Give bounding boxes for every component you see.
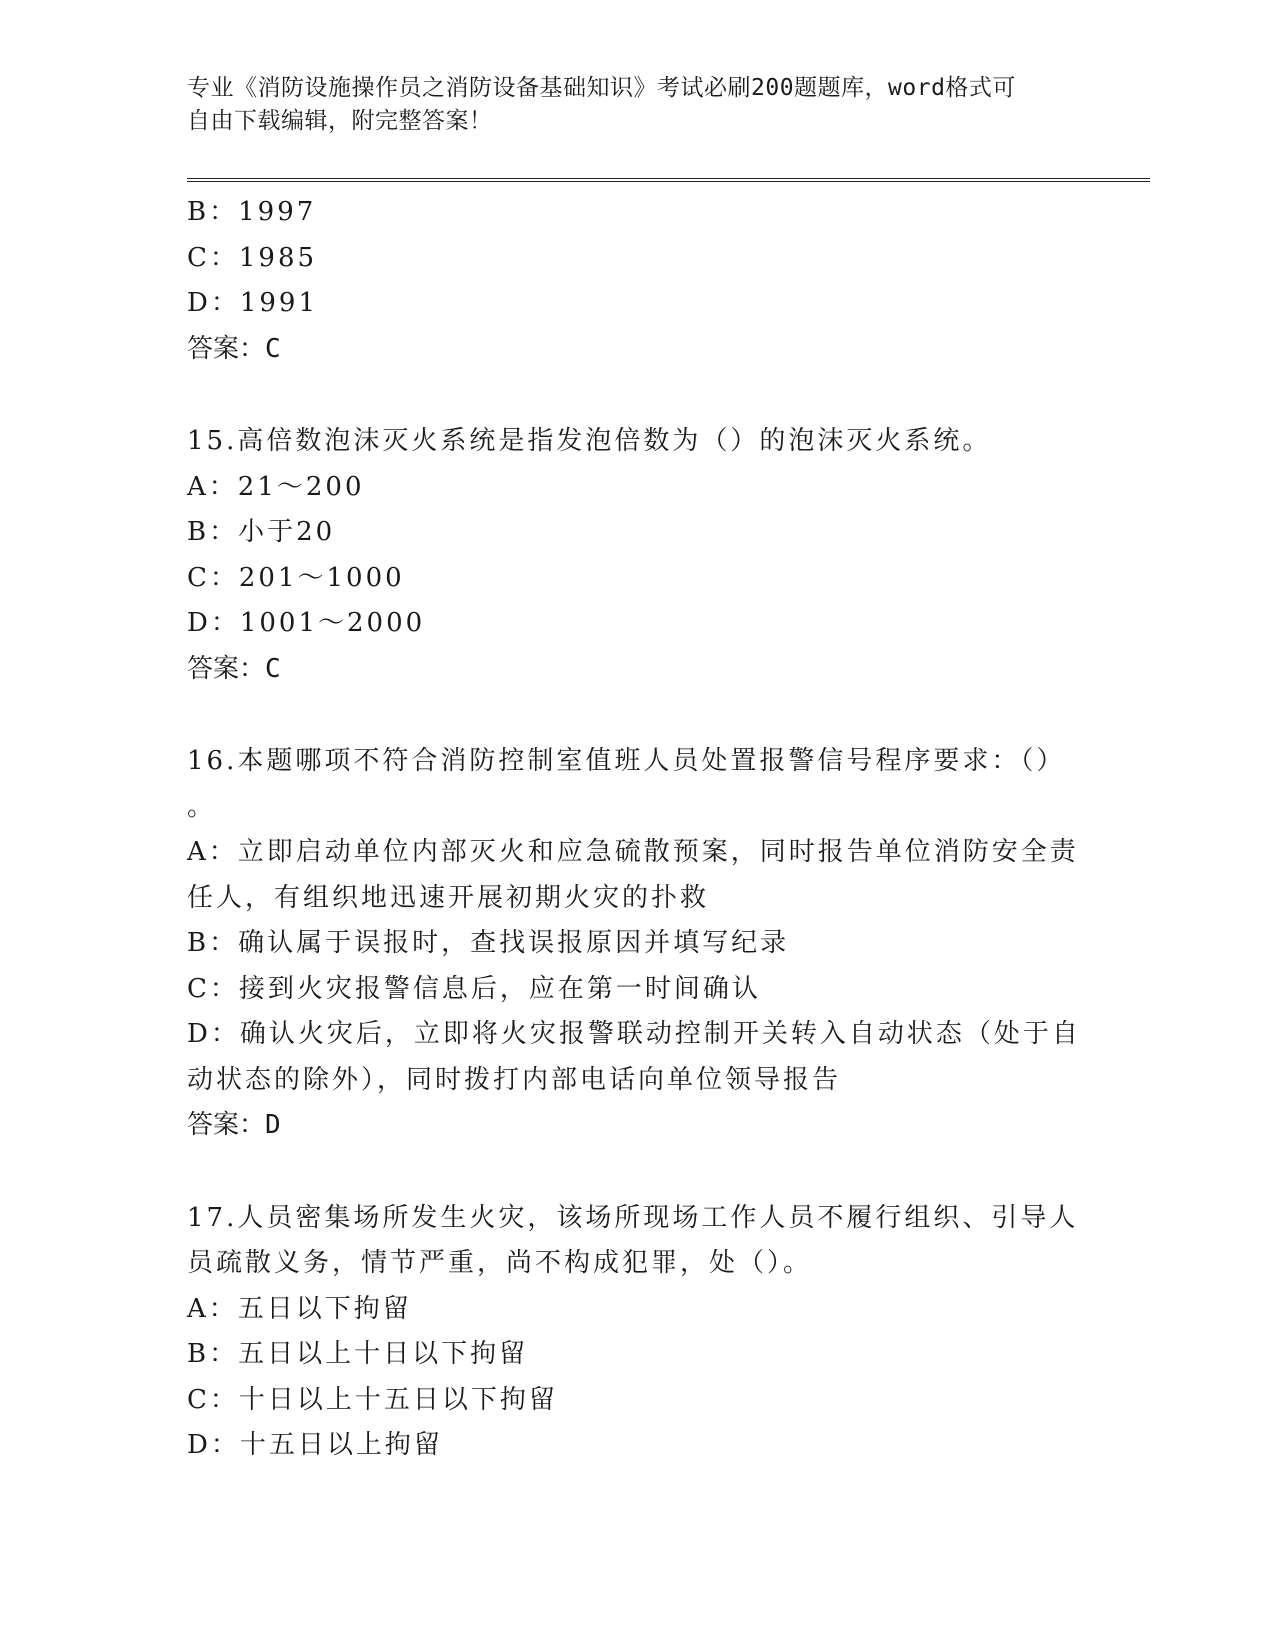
option-a-continued: 任人，有组织地迅速开展初期火灾的扑救 — [187, 882, 710, 913]
header-line-1: 专业《消防设施操作员之消防设备基础知识》考试必刷200题题库，word格式可 — [187, 75, 1016, 101]
option-b: B：确认属于误报时，查找误报原因并填写纪录 — [187, 928, 790, 958]
option-a: A：21～200 — [187, 471, 365, 502]
header-divider — [187, 178, 1150, 182]
question-text-continued: 员疏散义务，情节严重，尚不构成犯罪，处（）。 — [187, 1248, 813, 1278]
question-16 — [187, 739, 1087, 1149]
option-d-continued: 动状态的除外），同时拨打内部电话向单位领导报告 — [187, 1064, 842, 1095]
option-c: C：接到火灾报警信息后，应在第一时间确认 — [187, 973, 761, 1004]
option-d: D：十五日以上拘留 — [187, 1430, 443, 1460]
question-text: 16.本题哪项不符合消防控制室值班人员处置报警信号程序要求：（） — [187, 746, 1066, 776]
option-d: D：确认火灾后，立即将火灾报警联动控制开关转入自动状态（处于自 — [187, 1019, 1081, 1049]
answer: 答案：D — [187, 1110, 281, 1140]
option-c: C：十日以上十五日以下拘留 — [187, 1384, 558, 1415]
question-text-continued: 。 — [187, 791, 217, 822]
answer: 答案：C — [187, 653, 281, 684]
option-a: A：立即启动单位内部灭火和应急硫散预案，同时报告单位消防安全责 — [187, 837, 1079, 867]
option-a: A：五日以下拘留 — [187, 1293, 412, 1324]
option-d: D：1991 — [187, 288, 319, 318]
option-d: D：1001～2000 — [187, 608, 426, 638]
option-b: B：1997 — [187, 197, 317, 227]
question-17 — [187, 1196, 1087, 1469]
page-header — [187, 72, 1067, 138]
question-text: 15.高倍数泡沫灭火系统是指发泡倍数为（）的泡沫灭火系统。 — [187, 426, 992, 456]
answer: 答案：C — [187, 333, 281, 364]
option-b: B：小于20 — [187, 517, 336, 547]
question-15 — [187, 419, 1087, 692]
question-text: 17.人员密集场所发生火灾，该场所现场工作人员不履行组织、引导人 — [187, 1202, 1079, 1233]
option-c: C：1985 — [187, 242, 318, 273]
option-c: C：201～1000 — [187, 562, 405, 593]
option-b: B：五日以上十日以下拘留 — [187, 1339, 529, 1369]
question-content — [187, 190, 1087, 1469]
header-line-2: 自由下载编辑，附完整答案！ — [187, 108, 493, 134]
question-14 — [187, 190, 1087, 372]
